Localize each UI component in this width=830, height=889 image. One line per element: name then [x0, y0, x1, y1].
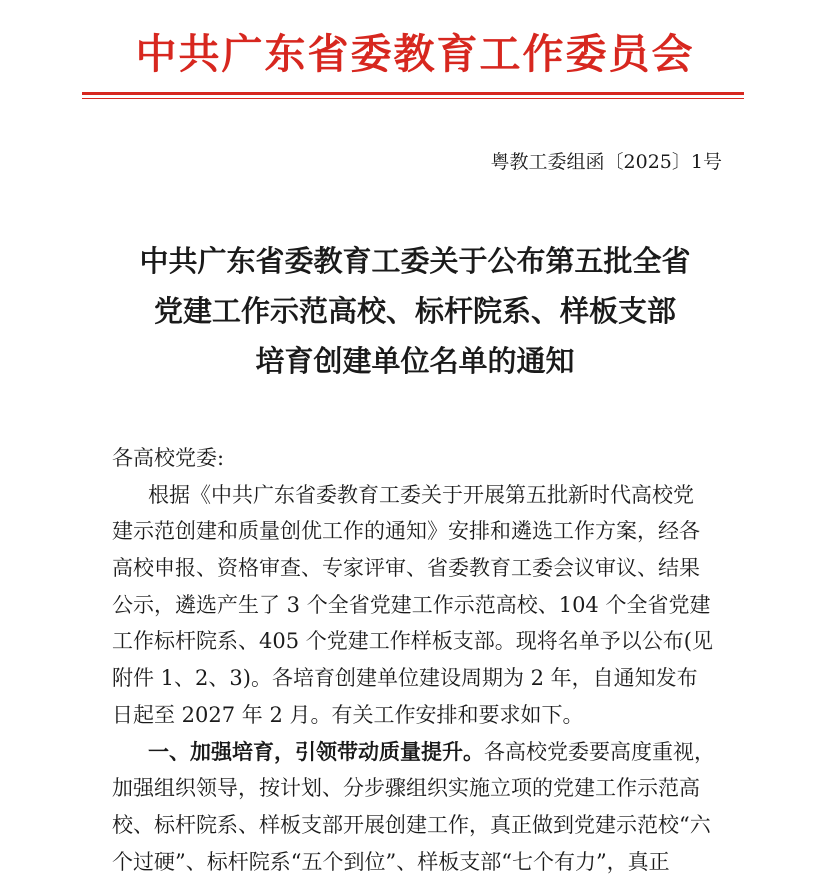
letterhead-red-rule-thin [82, 98, 744, 99]
paragraph-line: 日起至 2027 年 2 月。有关工作安排和要求如下。 [112, 702, 584, 727]
paragraph-line: 建示范创建和质量创优工作的通知》安排和遴选工作方案，经各 [112, 519, 700, 544]
paragraph-line: 公示，遴选产生了 3 个全省党建工作示范高校、104 个全省党建 [112, 592, 711, 617]
salutation: 各高校党委: [112, 446, 225, 470]
document-body [112, 440, 724, 880]
title-line: 培育创建单位名单的通知 [255, 344, 575, 378]
paragraph-line: 工作标杆院系、405 个党建工作样板支部。现将名单予以公布(见 [112, 629, 713, 654]
title-line: 中共广东省委教育工委关于公布第五批全省 [139, 244, 691, 278]
document-number: 粤教工委组函〔2025〕1号 [490, 151, 722, 173]
paragraph-line: 加强组织领导，按计划、分步骤组织实施立项的党建工作示范高 [112, 776, 700, 801]
paragraph-line [112, 734, 724, 771]
paragraph-line: 个过硬”、标杆院系“五个到位”、样板支部“七个有力”，真正 [112, 849, 670, 874]
paragraph-line: 高校申报、资格审查、专家评审、省委教育工委会议审议、结果 [112, 556, 700, 581]
document-title [0, 236, 830, 386]
section-heading: 一、加强培育，引领带动质量提升。 [148, 738, 484, 764]
paragraph-line: 校、标杆院系、样板支部开展创建工作，真正做到党建示范校“六 [112, 812, 711, 837]
letterhead-red-rule-thick [82, 92, 744, 95]
title-line: 党建工作示范高校、标杆院系、样板支部 [153, 294, 676, 328]
paragraph-line-rest: 各高校党委要高度重视， [484, 739, 715, 764]
paragraph-line: 附件 1、2、3)。各培育创建单位建设周期为 2 年，自通知发布 [112, 666, 698, 691]
letterhead-title: 中共广东省委教育工作委员会 [135, 30, 695, 78]
paragraph-line: 根据《中共广东省委教育工委关于开展第五批新时代高校党 [148, 482, 694, 507]
